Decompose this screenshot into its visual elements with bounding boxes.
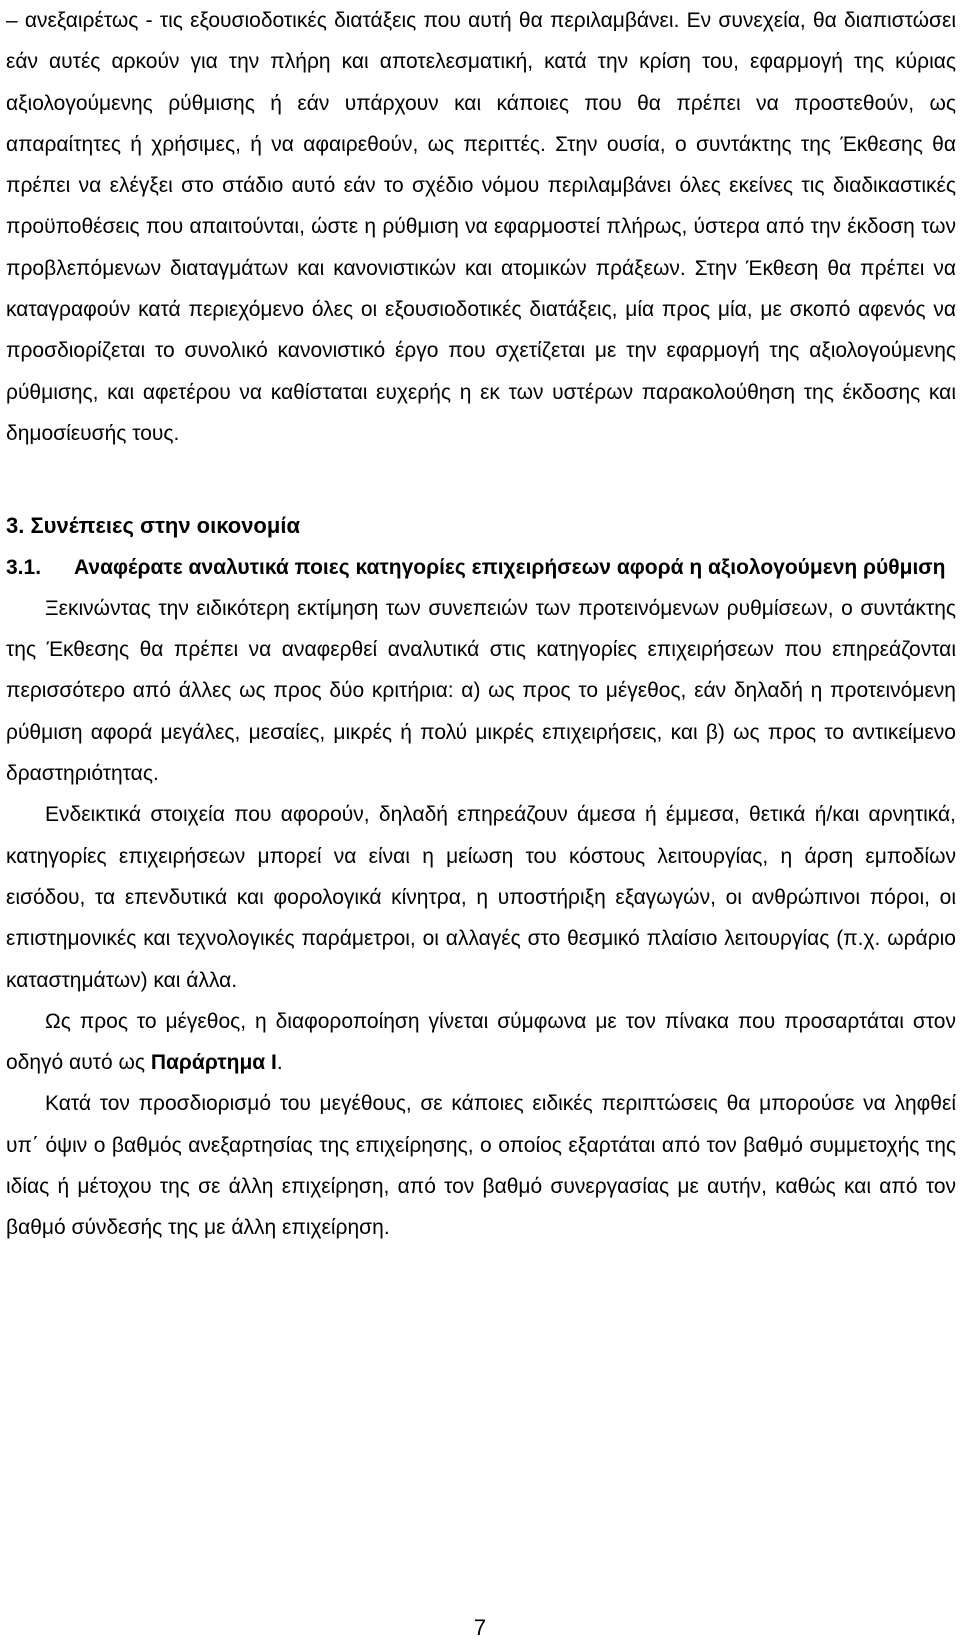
paragraph-size-differentiation [6, 1001, 956, 1084]
size-text: Ως προς το μέγεθος, η διαφοροποίηση γίνεται σύμφωνα με τον πίνακα που προσαρτάται στον οδηγό αυτό ως [6, 1009, 956, 1075]
annex-reference: Παράρτημα Ι [150, 1051, 277, 1075]
paragraph-business-categories: Ξεκινώντας την ειδικότερη εκτίμηση των συνεπειών των προτεινόμενων ρυθμίσεων, ο συντάκτης της Έκθεσης θα πρέπει να αναφερθεί αναλυτικά στις κατηγορίες επιχειρήσεων που επηρεάζονται περισσότερο από άλλες ως προς δύο κριτήρια: α) ως προς το μέγεθος, εάν δηλαδή η προτεινόμενη ρύθμιση αφορά μεγάλες, μεσαίες, μικρές ή πολύ μικρές επιχειρήσεις, και β) ως προς το αντικείμενο δραστηριότητας. [6, 596, 956, 786]
subsection-number: 3.1. [6, 555, 42, 579]
section-spacer [6, 454, 956, 505]
size-text-end: . [276, 1051, 283, 1075]
document-page [6, 0, 956, 1249]
paragraph-indicative-factors: Ενδεικτικά στοιχεία που αφορούν, δηλαδή επηρεάζουν άμεσα ή έμμεσα, θετικά ή/και αρνητικά, κατηγορίες επιχειρήσεων μπορεί να είναι η μείωση του κόστους λειτουργίας, η άρση εμποδίων εισόδου, τα επενδυτικά και φορολογικά κίνητρα, η υποστήριξη εξαγωγών, οι ανθρώπινοι πόροι, οι επιστημονικές και τεχνολογικές παράμετροι, οι αλλαγές στο θεσμικό πλαίσιο λειτουργίας (π.χ. ωράριο καταστημάτων) και άλλα. [6, 803, 956, 992]
paragraph-authorizing-provisions: – ανεξαιρέτως - τις εξουσιοδοτικές διατάξεις που αυτή θα περιλαμβάνει. Εν συνεχεία, θα διαπιστώσει εάν αυτές αρκούν για την πλήρη και αποτελεσματική, κατά την κρίση του, εφαρμογή της κύριας αξιολογούμενης ρύθμισης ή εάν υπάρχουν και κάποιες που θα πρέπει να προστεθούν, ως απαραίτητες ή χρήσιμες, ή να αφαιρεθούν, ως περιττές. Στην ουσία, ο συντάκτης της Έκθεσης θα πρέπει να ελέγξει στο στάδιο αυτό εάν το σχέδιο νόμου περιλαμβάνει όλες εκείνες τις διαδικαστικές προϋποθέσεις που απαιτούνται, ώστε η ρύθμιση να εφαρμοστεί πλήρως, ύστερα από την έκδοση των προβλεπόμενων διαταγμάτων και κανονιστικών και ατομικών πράξεων. Στην Έκθεση θα πρέπει να καταγραφούν κατά περιεχόμενο όλες οι εξουσιοδοτικές διατάξεις, μία προς μία, με σκοπό αφενός να προσδιορίζεται το συνολικό κανονιστικό έργο που σχετίζεται με την εφαρμογή της αξιολογούμενης ρύθμισης, και αφετέρου να καθίσταται ευχερής η εκ των υστέρων παρακολούθηση της έκδοσης και δημοσίευσής τους. [6, 9, 956, 445]
section-heading: 3. Συνέπειες στην οικονομία [6, 513, 300, 539]
subsection-title: Αναφέρατε αναλυτικά ποιες κατηγορίες επιχειρήσεων αφορά η αξιολογούμενη ρύθμιση [74, 555, 946, 579]
subsection-heading [6, 547, 956, 588]
paragraph-independence: Κατά τον προσδιορισμό του μεγέθους, σε κάποιες ειδικές περιπτώσεις θα μπορούσε να ληφθεί υπ΄ όψιν ο βαθμός ανεξαρτησίας της επιχείρησης, ο οποίος εξαρτάται από τον βαθμό συμμετοχής της ιδίας ή μέτοχου της σε άλλη επιχείρηση, από τον βαθμό συνεργασίας με αυτήν, καθώς και από τον βαθμό σύνδεσής της με άλλη επιχείρηση. [6, 1092, 956, 1240]
page-number: 7 [473, 1615, 487, 1640]
